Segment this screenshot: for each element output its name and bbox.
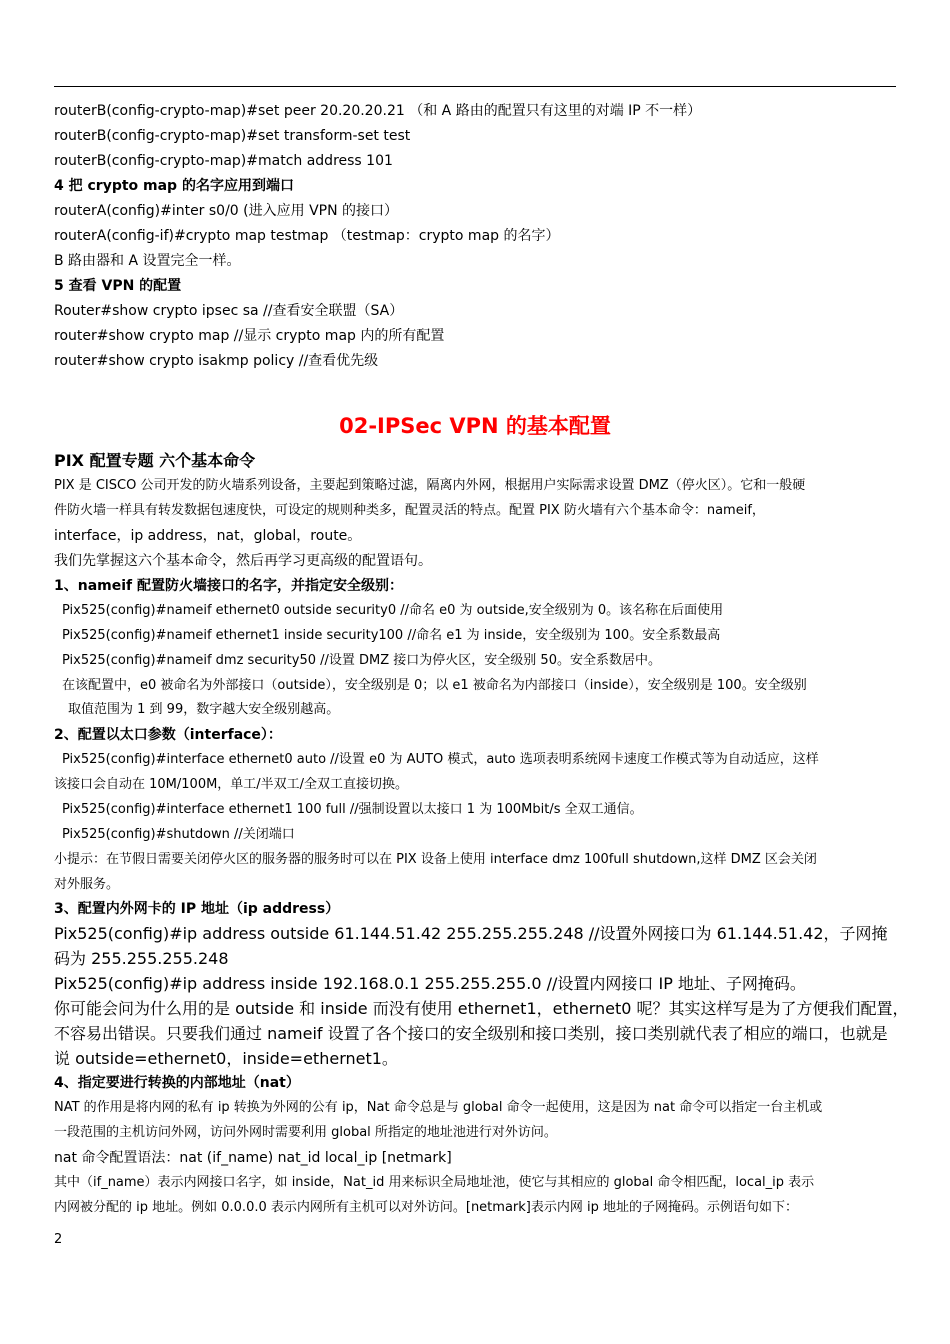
text-line: routerA(config-if)#crypto map testmap （testmap：crypto map 的名字） bbox=[54, 228, 560, 244]
section-heading: 3、配置内外网卡的 IP 地址（ip address） bbox=[54, 901, 340, 917]
paragraph-line: 件防火墙一样具有转发数据包速度快，可设定的规则种类多，配置灵活的特点。配置 PIX 防火墙有六个基本命令：nameif， bbox=[54, 503, 765, 518]
paragraph-line: 在该配置中，e0 被命名为外部接口（outside），安全级别是 0；以 e1 被命名为内部接口（inside），安全级别是 100。安全级别 bbox=[62, 678, 807, 693]
section-heading: 4、指定要进行转换的内部地址（nat） bbox=[54, 1075, 300, 1091]
text-line: router#show crypto map //显示 crypto map 内的所有配置 bbox=[54, 328, 445, 344]
tip-line: 对外服务。 bbox=[54, 877, 120, 892]
paragraph-line: 一段范围的主机访问外网，访问外网时需要利用 global 所指定的地址池进行对外访问。 bbox=[54, 1125, 557, 1140]
section-heading: 1、nameif 配置防火墙接口的名字，并指定安全级别： bbox=[54, 578, 404, 594]
code-line: Pix525(config)#ip address inside 192.168.0.1 255.255.255.0 //设置内网接口 IP 地址、子网掩码。 bbox=[54, 974, 806, 993]
text-line: routerB(config-crypto-map)#set peer 20.20.20.21 （和 A 路由的配置只有这里的对端 IP 不一样） bbox=[54, 103, 702, 119]
paragraph-line: 内网被分配的 ip 地址。例如 0.0.0.0 表示内网所有主机可以对外访问。[netmark]表示内网 ip 地址的子网掩码。示例语句如下： bbox=[54, 1200, 798, 1215]
page-number: 2 bbox=[54, 1232, 63, 1247]
code-line: Pix525(config)#nameif dmz security50 //设置 DMZ 接口为停火区，安全级别 50。安全系数居中。 bbox=[62, 653, 661, 668]
code-line: Pix525(config)#interface ethernet0 auto //设置 e0 为 AUTO 模式，auto 选项表明系统网卡速度工作模式等为自动适应，这样 bbox=[62, 752, 819, 767]
paragraph-line: 取值范围为 1 到 99，数字越大安全级别越高。 bbox=[68, 702, 340, 717]
text-line: router#show crypto isakmp policy //查看优先级 bbox=[54, 353, 379, 369]
pix-heading: PIX 配置专题 六个基本命令 bbox=[54, 451, 256, 470]
paragraph-line: 不容易出错误。只要我们通过 nameif 设置了各个接口的安全级别和接口类别，接口类别就代表了相应的端口，也就是 bbox=[54, 1024, 888, 1043]
code-line: 码为 255.255.255.248 bbox=[54, 949, 229, 968]
text-line: routerB(config-crypto-map)#set transform-set test bbox=[54, 128, 411, 144]
paragraph-line: 说 outside=ethernet0，inside=ethernet1。 bbox=[54, 1049, 398, 1068]
text-line: routerB(config-crypto-map)#match address 101 bbox=[54, 153, 393, 169]
section-title: 02-IPSec VPN 的基本配置 bbox=[339, 414, 611, 438]
header-rule bbox=[54, 86, 896, 87]
paragraph-line: 其中（if_name）表示内网接口名字，如 inside，Nat_id 用来标识全局地址池，使它与其相应的 global 命令相匹配，local_ip 表示 bbox=[54, 1175, 815, 1190]
section-heading: 2、配置以太口参数（interface）： bbox=[54, 727, 282, 743]
step-heading: 5 查看 VPN 的配置 bbox=[54, 278, 182, 294]
step-heading: 4 把 crypto map 的名字应用到端口 bbox=[54, 178, 294, 194]
code-line: Pix525(config)#shutdown //关闭端口 bbox=[62, 827, 295, 842]
paragraph-line: 该接口会自动在 10M/100M，单工/半双工/全双工直接切换。 bbox=[54, 777, 409, 792]
paragraph-line: NAT 的作用是将内网的私有 ip 转换为外网的公有 ip，Nat 命令总是与 global 命令一起使用，这是因为 nat 命令可以指定一台主机或 bbox=[54, 1100, 823, 1115]
code-line: Pix525(config)#ip address outside 61.144.51.42 255.255.255.248 //设置外网接口为 61.144.51.42，子网掩 bbox=[54, 924, 888, 943]
text-line: B 路由器和 A 设置完全一样。 bbox=[54, 253, 241, 269]
code-line: Pix525(config)#nameif ethernet0 outside security0 //命名 e0 为 outside,安全级别为 0。该名称在后面使用 bbox=[62, 603, 724, 618]
paragraph-line: PIX 是 CISCO 公司开发的防火墙系列设备，主要起到策略过滤，隔离内外网，根据用户实际需求设置 DMZ（停火区）。它和一般硬 bbox=[54, 478, 806, 493]
paragraph-line: 我们先掌握这六个基本命令，然后再学习更高级的配置语句。 bbox=[54, 553, 432, 569]
paragraph-line: 你可能会问为什么用的是 outside 和 inside 而没有使用 ethernet1，ethernet0 呢？其实这样写是为了方便我们配置， bbox=[54, 999, 909, 1018]
paragraph-line: interface，ip address，nat，global，route。 bbox=[54, 528, 362, 544]
code-line: Pix525(config)#interface ethernet1 100 full //强制设置以太接口 1 为 100Mbit/s 全双工通信。 bbox=[62, 802, 643, 817]
code-line: Pix525(config)#nameif ethernet1 inside security100 //命名 e1 为 inside，安全级别为 100。安全系数最高 bbox=[62, 628, 721, 643]
text-line: Router#show crypto ipsec sa //查看安全联盟（SA） bbox=[54, 303, 404, 319]
code-line: nat 命令配置语法：nat (if_name) nat_id local_ip [netmark] bbox=[54, 1150, 452, 1166]
text-line: routerA(config)#inter s0/0 (进入应用 VPN 的接口） bbox=[54, 203, 399, 219]
tip-line: 小提示：在节假日需要关闭停火区的服务器的服务时可以在 PIX 设备上使用 interface dmz 100full shutdown,这样 DMZ 区会关闭 bbox=[54, 852, 817, 867]
